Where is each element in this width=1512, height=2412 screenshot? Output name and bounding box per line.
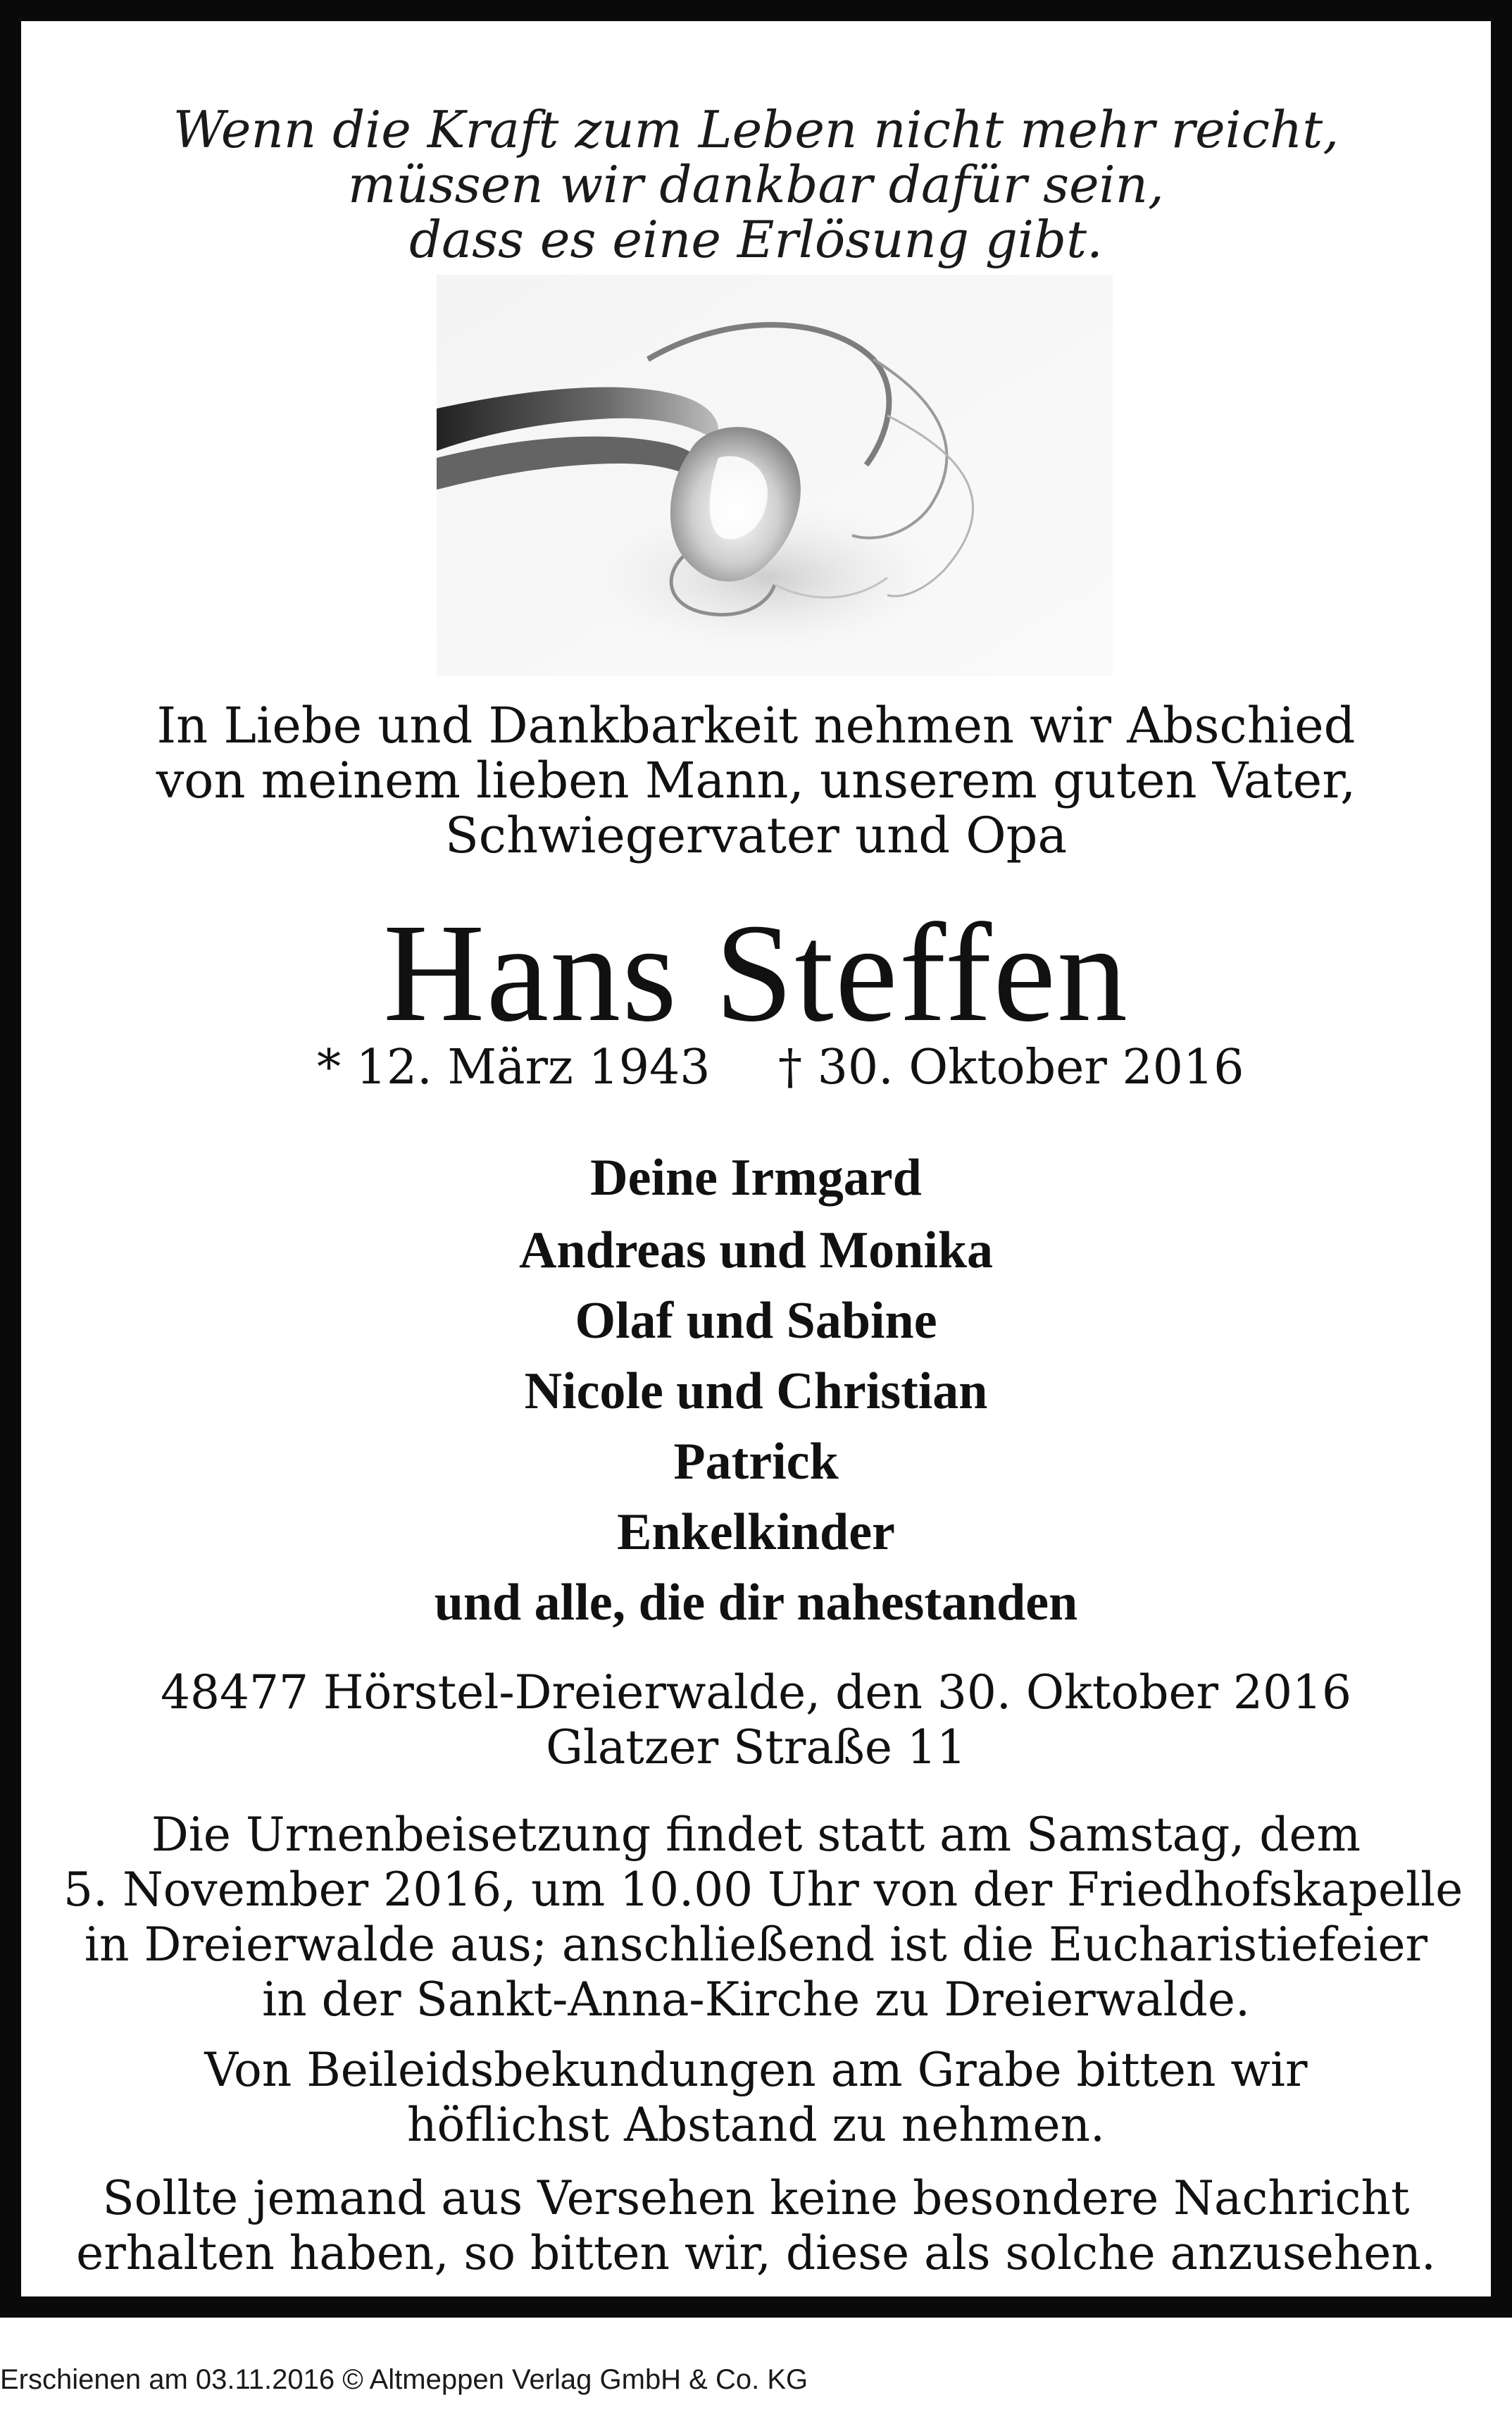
address-line-1: 48477 Hörstel-Dreierwalde, den 30. Oktober 2016 — [161, 1665, 1351, 1720]
mourner-line: Deine Irmgard — [590, 1149, 922, 1207]
mourner-line: Patrick — [673, 1433, 839, 1491]
mourner-line: Olaf und Sabine — [575, 1292, 937, 1350]
intro-line-1: In Liebe und Dankbarkeit nehmen wir Abschied — [156, 697, 1356, 754]
motto-line-2: müssen wir dankbar dafür sein, — [348, 155, 1164, 214]
funeral-line-4: in der Sankt-Anna-Kirche zu Dreierwalde. — [262, 1972, 1250, 2027]
mourner-line: und alle, die dir nahestanden — [434, 1574, 1078, 1631]
calla-lily-photo — [437, 275, 1113, 676]
motto-line-3: dass es eine Erlösung gibt. — [409, 210, 1103, 269]
deceased-name: Hans Steffen — [383, 895, 1129, 1051]
notice-line-1: Sollte jemand aus Versehen keine besondere Nachricht — [102, 2171, 1410, 2225]
condolences-line-2: höflichst Abstand zu nehmen. — [406, 2098, 1106, 2152]
condolences-line-1: Von Beileidsbekundungen am Grabe bitten wir — [204, 2043, 1308, 2097]
notice-line-2: erhalten haben, so bitten wir, diese als solche anzusehen. — [76, 2226, 1436, 2280]
birth-date: * 12. März 1943 — [317, 1040, 711, 1095]
death-date: † 30. Oktober 2016 — [778, 1040, 1244, 1095]
mourner-line: Enkelkinder — [617, 1503, 895, 1561]
intro-line-2: von meinem lieben Mann, unserem guten Vater, — [156, 752, 1356, 809]
motto-line-1: Wenn die Kraft zum Leben nicht mehr reicht, — [173, 100, 1339, 159]
funeral-line-1: Die Urnenbeisetzung findet statt am Samstag, dem — [151, 1808, 1361, 1862]
funeral-line-2: 5. November 2016, um 10.00 Uhr von der Friedhofskapelle — [63, 1863, 1463, 1917]
mourner-line: Nicole und Christian — [524, 1362, 988, 1420]
address-line-2: Glatzer Straße 11 — [546, 1720, 966, 1774]
intro-line-3: Schwiegervater und Opa — [444, 807, 1068, 864]
funeral-line-3: in Dreierwalde aus; anschließend ist die Eucharistiefeier — [84, 1917, 1428, 1972]
publication-footer: Erschienen am 03.11.2016 © Altmeppen Verlag GmbH & Co. KG — [0, 2364, 808, 2395]
mourner-line: Andreas und Monika — [518, 1221, 994, 1279]
